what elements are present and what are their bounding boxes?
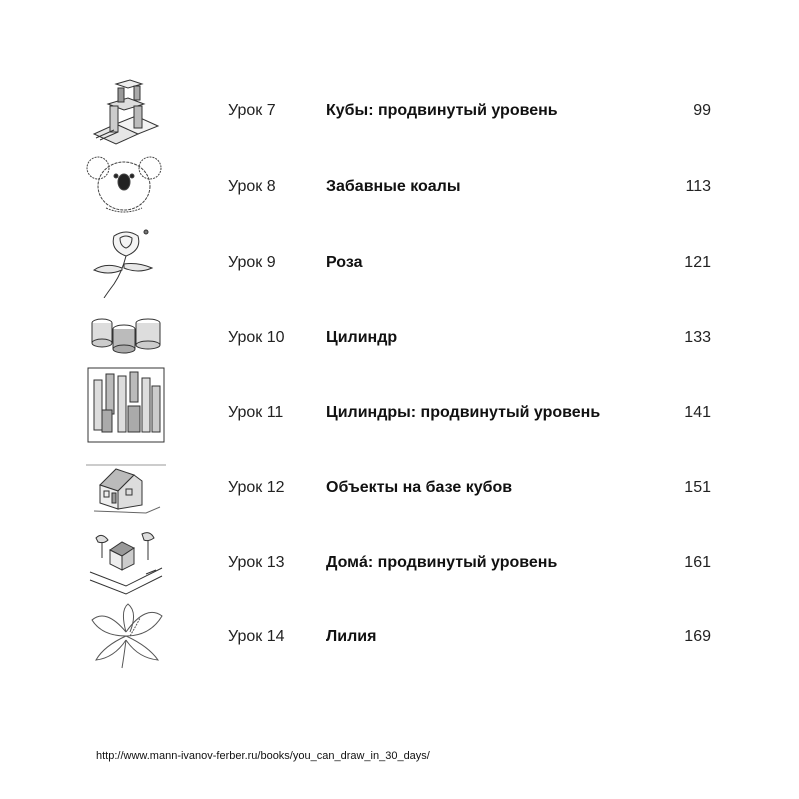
toc-row (0, 228, 799, 303)
toc-row (0, 528, 799, 603)
cylinder-city-sketch-icon (86, 366, 166, 444)
lesson-number: Урок 8 (228, 178, 276, 195)
lesson-title[interactable]: Кубы: продвинутый уровень (326, 102, 558, 119)
lesson-title[interactable]: Роза (326, 254, 363, 271)
lesson-title[interactable]: Забавные коалы (326, 178, 461, 195)
lesson-number: Урок 9 (228, 254, 276, 271)
page-number: 99 (693, 102, 711, 119)
toc-row (0, 366, 799, 441)
lesson-title[interactable]: Цилиндр (326, 329, 398, 346)
house-sketch-icon (86, 453, 166, 523)
koala-sketch-icon (86, 152, 166, 222)
houses-street-sketch-icon (86, 528, 166, 598)
cylinders-sketch-icon (86, 303, 166, 373)
lesson-title[interactable]: Домá: продвинутый уровень (326, 554, 558, 571)
page-number: 133 (684, 329, 711, 346)
page-number: 121 (684, 254, 711, 271)
toc-row (0, 152, 799, 227)
toc-row (0, 602, 799, 677)
cube-structure-sketch-icon (86, 76, 166, 146)
page-number: 161 (684, 554, 711, 571)
lesson-number: Урок 14 (228, 628, 285, 645)
page-number: 151 (684, 479, 711, 496)
lesson-number: Урок 10 (228, 329, 285, 346)
page-number: 169 (684, 628, 711, 645)
lesson-number: Урок 11 (228, 404, 284, 421)
lesson-number: Урок 13 (228, 554, 285, 571)
lily-sketch-icon (86, 602, 166, 672)
lesson-number: Урок 12 (228, 479, 285, 496)
lesson-title[interactable]: Цилиндры: продвинутый уровень (326, 404, 601, 421)
page-number: 113 (685, 178, 711, 195)
toc-row (0, 453, 799, 528)
toc-row (0, 76, 799, 151)
lesson-title[interactable]: Лилия (326, 628, 377, 645)
rose-sketch-icon (86, 228, 166, 298)
lesson-number: Урок 7 (228, 102, 276, 119)
footer-url[interactable]: http://www.mann-ivanov-ferber.ru/books/you_can_draw_in_30_days/ (96, 750, 430, 762)
lesson-title[interactable]: Объекты на базе кубов (326, 479, 513, 496)
page-number: 141 (684, 404, 711, 421)
